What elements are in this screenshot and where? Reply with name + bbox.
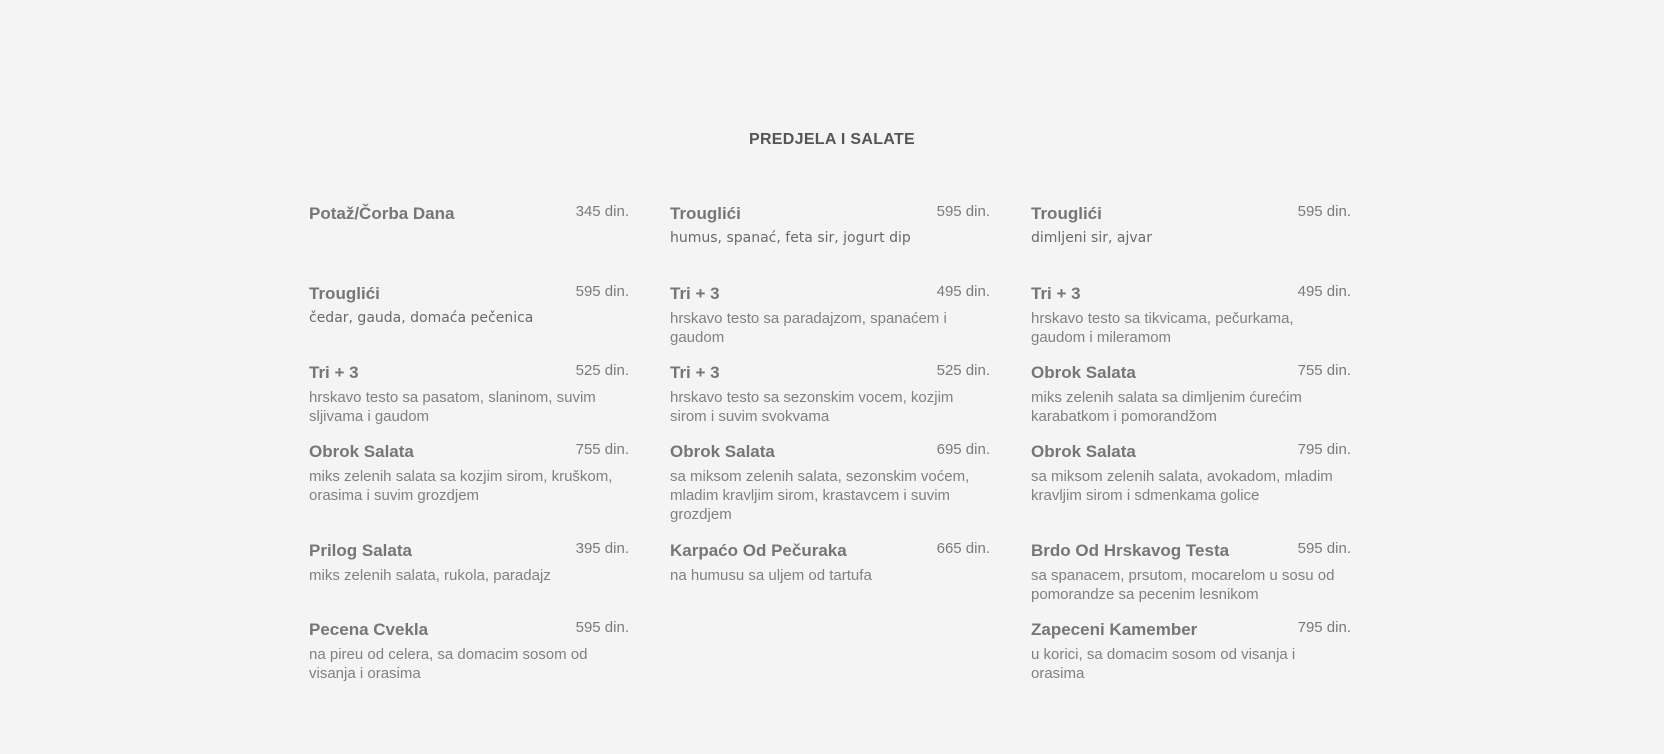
menu-item-price: 495 din. <box>936 283 990 300</box>
menu-item-name: Tri + 3 <box>670 363 720 382</box>
menu-item <box>309 541 629 585</box>
menu-item-description: čedar, gauda, domaća pečenica <box>309 310 534 326</box>
menu-item <box>1031 204 1351 248</box>
menu-item-price: 345 din. <box>575 203 629 220</box>
menu-item-name: Trouglići <box>309 284 380 303</box>
menu-item-description: na pireu od celera, sa domacim sosom od visanja i orasima <box>309 646 588 682</box>
menu-item-name: Tri + 3 <box>670 284 720 303</box>
menu-item-price: 755 din. <box>575 441 629 458</box>
menu-item-description: u korici, sa domacim sosom od visanja i orasima <box>1031 646 1296 682</box>
menu-item-description: sa miksom zelenih salata, avokadom, mladim kravljim sirom i sdmenkama golice <box>1031 468 1333 504</box>
menu-item-name: Trouglići <box>670 204 741 223</box>
menu-item-price: 595 din. <box>1297 203 1351 220</box>
menu-item-price: 755 din. <box>1297 362 1351 379</box>
menu-item-name: Obrok Salata <box>1031 442 1136 461</box>
menu-item-name: Pecena Cvekla <box>309 620 429 639</box>
menu-item-name: Tri + 3 <box>309 363 359 382</box>
menu-item <box>670 541 990 585</box>
menu-item <box>670 284 990 347</box>
menu-item-description: hrskavo testo sa sezonskim vocem, kozjim sirom i suvim svokvama <box>670 389 954 425</box>
menu-item-price: 395 din. <box>575 540 629 557</box>
menu-item <box>1031 541 1351 604</box>
menu-item-name: Potaž/Čorba Dana <box>309 204 455 223</box>
menu-item-price: 495 din. <box>1297 283 1351 300</box>
menu-item <box>1031 363 1351 426</box>
menu-item-price: 795 din. <box>1297 441 1351 458</box>
menu-item-name: Prilog Salata <box>309 541 412 560</box>
menu-item-name: Obrok Salata <box>670 442 775 461</box>
menu-item-name: Brdo Od Hrskavog Testa <box>1031 541 1230 560</box>
menu-item <box>670 363 990 426</box>
menu-item-description: miks zelenih salata sa kozjim sirom, kruškom, orasima i suvim grozdjem <box>309 468 613 504</box>
menu-item <box>309 284 629 328</box>
menu-item <box>309 204 629 226</box>
menu-item-name: Obrok Salata <box>309 442 414 461</box>
menu-item-description: hrskavo testo sa paradajzom, spanaćem i gaudom <box>670 310 947 346</box>
menu-item-name: Zapeceni Kamember <box>1031 620 1198 639</box>
menu-item-description: hrskavo testo sa pasatom, slaninom, suvim sljivama i gaudom <box>309 389 596 425</box>
menu-item-price: 525 din. <box>936 362 990 379</box>
menu-item-name: Trouglići <box>1031 204 1102 223</box>
menu-item-name: Karpaćo Od Pečuraka <box>670 541 847 560</box>
menu-item-price: 595 din. <box>936 203 990 220</box>
menu-item <box>670 442 990 524</box>
menu-item-description: humus, spanać, feta sir, jogurt dip <box>670 230 911 246</box>
menu-item-name: Obrok Salata <box>1031 363 1136 382</box>
menu-item-description: hrskavo testo sa tikvicama, pečurkama, gaudom i mileramom <box>1031 310 1294 346</box>
menu-item-price: 595 din. <box>1297 540 1351 557</box>
menu-item <box>309 620 629 683</box>
section-title: PREDJELA I SALATE <box>748 131 915 148</box>
menu-item <box>1031 620 1351 683</box>
menu-item <box>1031 284 1351 347</box>
menu-item-price: 595 din. <box>575 283 629 300</box>
menu-item <box>1031 442 1351 505</box>
menu-item <box>309 442 629 505</box>
menu-item <box>670 204 990 248</box>
menu-item-description: na humusu sa uljem od tartufa <box>670 567 872 584</box>
menu-item-price: 665 din. <box>936 540 990 557</box>
menu-item-price: 795 din. <box>1297 619 1351 636</box>
menu-item-price: 525 din. <box>575 362 629 379</box>
menu-item-description: dimljeni sir, ajvar <box>1031 230 1152 246</box>
menu-item-description: sa spanacem, prsutom, mocarelom u sosu od pomorandze sa pecenim lesnikom <box>1031 567 1335 603</box>
menu-item-price: 595 din. <box>575 619 629 636</box>
menu-item-description: miks zelenih salata sa dimljenim ćurećim karabatkom i pomorandžom <box>1031 389 1302 425</box>
menu-item-price: 695 din. <box>936 441 990 458</box>
menu-item-name: Tri + 3 <box>1031 284 1081 303</box>
menu-item-description: miks zelenih salata, rukola, paradajz <box>309 567 551 584</box>
menu-item <box>309 363 629 426</box>
menu-item-description: sa miksom zelenih salata, sezonskim voćem, mladim kravljim sirom, krastavcem i suvim grozdjem <box>670 468 970 523</box>
